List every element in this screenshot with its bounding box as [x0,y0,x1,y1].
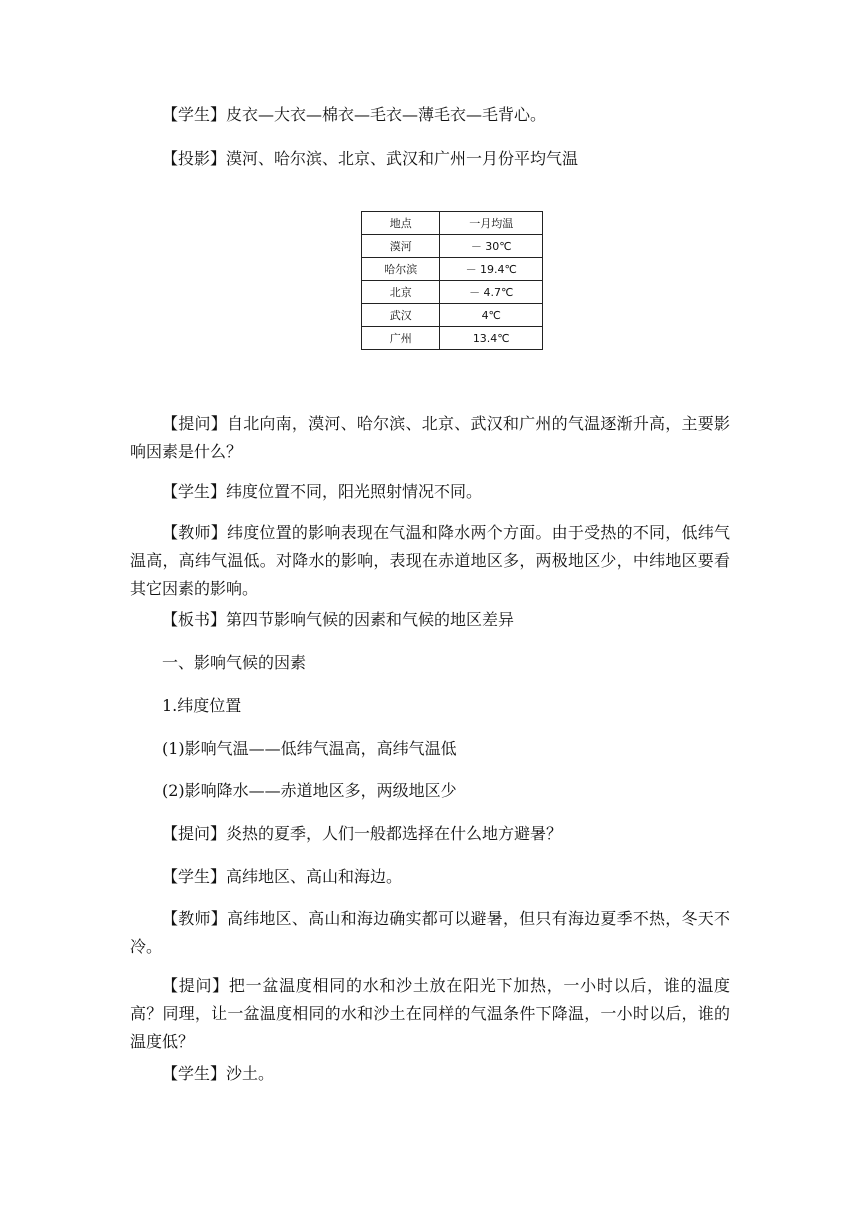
paragraph-text: 第四节影响气候的因素和气候的地区差异 [226,610,515,629]
paragraph-text: 高纬地区、高山和海边。 [226,867,403,886]
table-header-cell: 地点 [362,212,440,235]
paragraph-text: 沙土。 [226,1064,275,1083]
table-cell-place: 北京 [362,281,440,304]
paragraph-question-heating [130,972,730,1056]
paragraph-student-clothing [130,101,730,129]
paragraph-text: 自北向南，漠河、哈尔滨、北京、武汉和广州的气温逐渐升高，主要影响因素是什么？ [130,414,730,461]
paragraph-teacher-explanation [130,519,730,603]
table-cell-place: 武汉 [362,304,440,327]
paragraph-text: 一、影响气候的因素 [162,653,307,672]
paragraph-text: (1)影响气温——低纬气温高，高纬气温低 [162,739,457,758]
paragraph-text: 1.纬度位置 [162,696,242,715]
table-cell-temp: 13.4℃ [440,327,543,350]
paragraph-tag: 【提问】 [162,414,227,433]
temperature-table-wrapper [361,211,543,350]
paragraph-question-summer [130,820,730,848]
table-row [362,258,543,281]
paragraph-text: 漠河、哈尔滨、北京、武汉和广州一月份平均气温 [226,149,579,168]
table-row [362,304,543,327]
paragraph-tag: 【学生】 [162,105,227,124]
paragraph-text: 把一盆温度相同的水和沙土放在阳光下加热，一小时以后，谁的温度高？同理，让一盆温度相同的水和沙土在同样的气温条件下降温，一小时以后，谁的温度低？ [130,976,730,1051]
table-header-row [362,212,543,235]
paragraph-text: 纬度位置的影响表现在气温和降水两个方面。由于受热的不同，低纬气温高，高纬气温低。对降水的影响，表现在赤道地区多，两极地区少，中纬地区要看其它因素的影响。 [130,523,730,598]
list-item [130,735,730,763]
paragraph-text: 皮衣—大衣—棉衣—毛衣—薄毛衣—毛背心。 [226,105,547,124]
paragraph-student-places [130,863,730,891]
paragraph-tag: 【学生】 [162,482,227,501]
table-row [362,281,543,304]
paragraph-text: (2)影响降水——赤道地区多，两级地区少 [162,781,457,800]
paragraph-text: 纬度位置不同，阳光照射情况不同。 [226,482,483,501]
table-cell-place: 广州 [362,327,440,350]
paragraph-student-answer [130,478,730,506]
paragraph-teacher-seaside [130,905,730,961]
table-cell-temp: － 4.7℃ [440,281,543,304]
list-item [130,777,730,805]
temperature-table [361,211,543,350]
paragraph-board-title [130,606,730,634]
paragraph-text: 炎热的夏季，人们一般都选择在什么地方避暑？ [226,824,563,843]
table-row [362,327,543,350]
table-row [362,235,543,258]
paragraph-projection [130,145,730,173]
paragraph-student-sand [130,1060,730,1088]
paragraph-text: 高纬地区、高山和海边确实都可以避暑，但只有海边夏季不热，冬天不冷。 [130,909,730,956]
table-header-cell: 一月均温 [440,212,543,235]
paragraph-tag: 【投影】 [162,149,227,168]
table-cell-temp: － 30℃ [440,235,543,258]
paragraph-question-latitude [130,410,730,466]
paragraph-tag: 【学生】 [162,867,227,886]
subsection-heading [130,692,730,720]
section-heading [130,649,730,677]
table-cell-temp: 4℃ [440,304,543,327]
table-cell-place: 漠河 [362,235,440,258]
paragraph-tag: 【提问】 [162,824,227,843]
paragraph-tag: 【提问】 [162,976,229,995]
paragraph-tag: 【板书】 [162,610,227,629]
paragraph-tag: 【教师】 [162,523,227,542]
table-cell-place: 哈尔滨 [362,258,440,281]
paragraph-tag: 【教师】 [162,909,227,928]
paragraph-tag: 【学生】 [162,1064,227,1083]
table-cell-temp: － 19.4℃ [440,258,543,281]
